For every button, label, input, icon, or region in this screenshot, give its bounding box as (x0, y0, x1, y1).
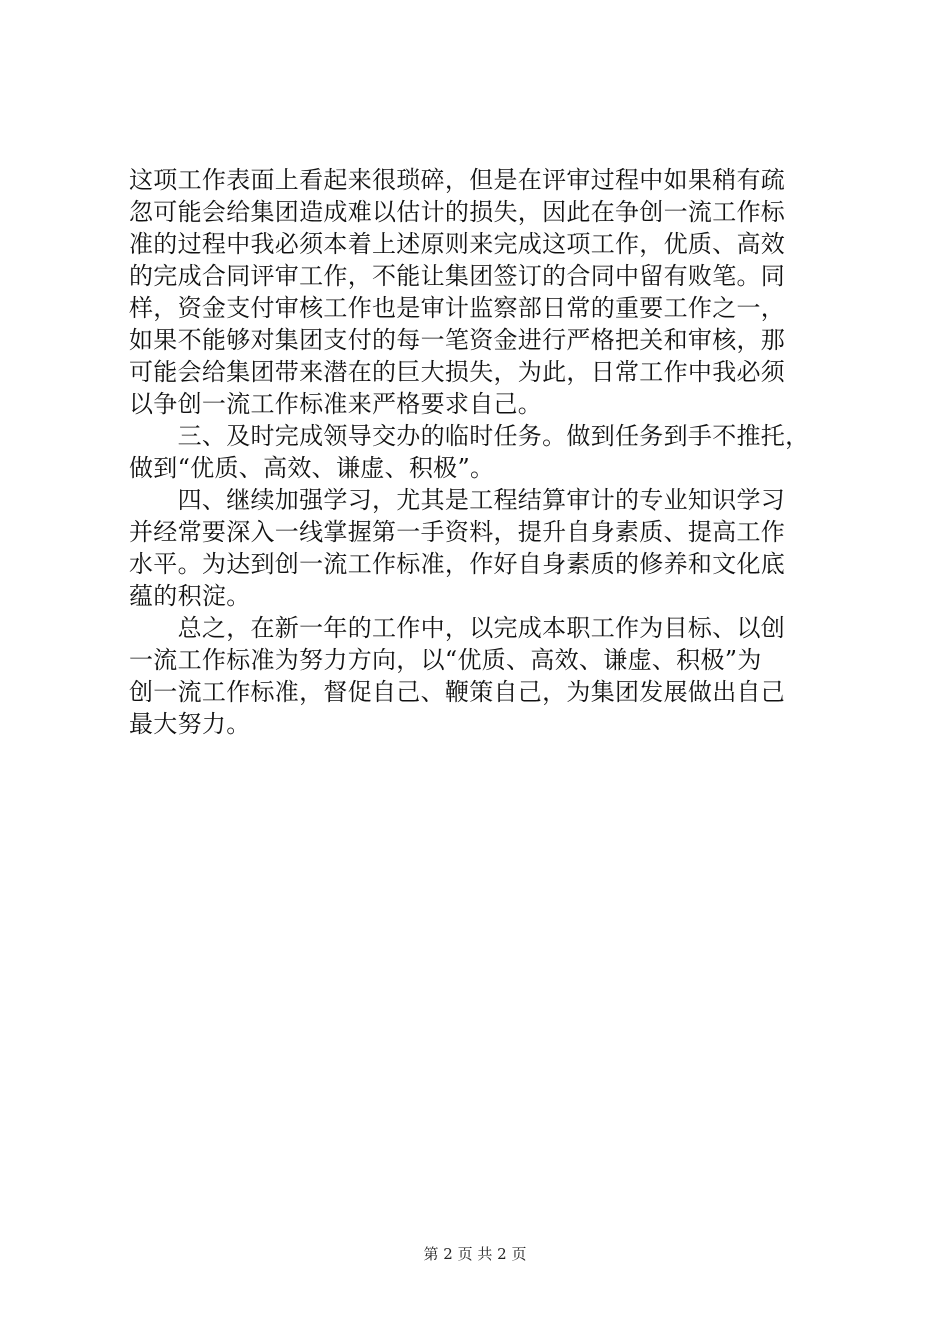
text-line: 四、继续加强学习，尤其是工程结算审计的专业知识学习 (129, 486, 786, 514)
text-line: 忽可能会给集团造成难以估计的损失，因此在争创一流工作标 (129, 198, 786, 226)
text-line: 以争创一流工作标准来严格要求自己。 (129, 390, 543, 418)
text-line: 可能会给集团带来潜在的巨大损失，为此，日常工作中我必须 (129, 358, 786, 386)
text-line: 样，资金支付审核工作也是审计监察部日常的重要工作之一， (129, 294, 786, 322)
page-number-footer: 第 2 页 共 2 页 (423, 1245, 527, 1263)
text-line: 这项工作表面上看起来很琐碎，但是在评审过程中如果稍有疏 (129, 166, 786, 194)
text-line: 最大努力。 (129, 710, 251, 738)
text-line: 做到“优质、高效、谦虚、积极”。 (129, 454, 495, 482)
text-line: 如果不能够对集团支付的每一笔资金进行严格把关和审核，那 (129, 326, 786, 354)
text-line: 一流工作标准为努力方向，以“优质、高效、谦虚、积极”为 (129, 646, 762, 674)
text-line: 水平。为达到创一流工作标准，作好自身素质的修养和文化底 (129, 550, 786, 578)
text-line: 的完成合同评审工作，不能让集团签订的合同中留有败笔。同 (129, 262, 786, 290)
document-body (129, 164, 829, 740)
text-line: 蕴的积淀。 (129, 582, 251, 610)
text-line: 准的过程中我必须本着上述原则来完成这项工作，优质、高效 (129, 230, 786, 258)
text-line: 三、及时完成领导交办的临时任务。做到任务到手不推托， (129, 422, 810, 450)
text-line: 总之，在新一年的工作中，以完成本职工作为目标、以创 (129, 614, 786, 642)
text-line: 创一流工作标准，督促自己、鞭策自己，为集团发展做出自己 (129, 678, 786, 706)
text-line: 并经常要深入一线掌握第一手资料，提升自身素质、提高工作 (129, 518, 786, 546)
